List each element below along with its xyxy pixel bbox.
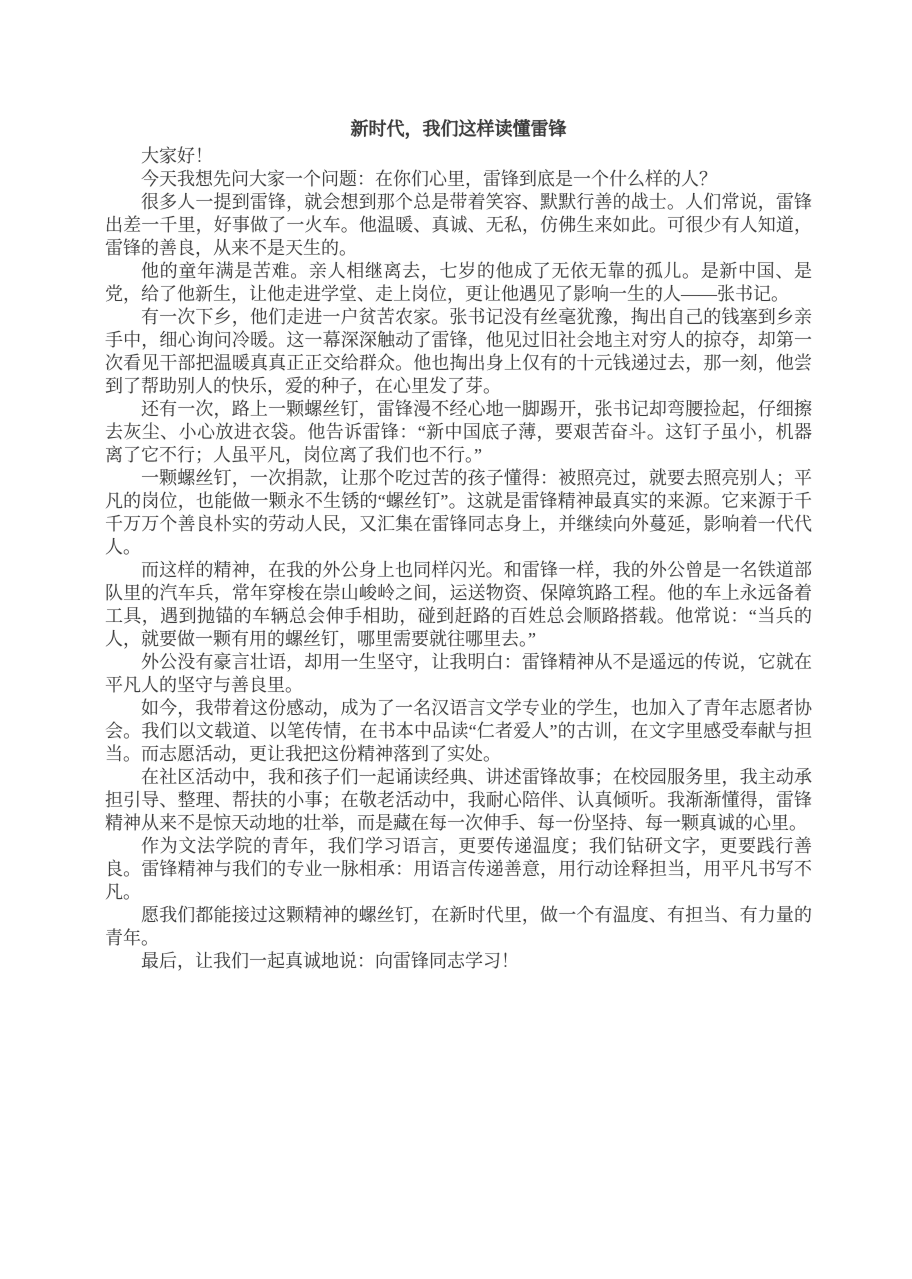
paragraph-question: 今天我想先问大家一个问题：在你们心里，雷锋到底是一个什么样的人？ bbox=[141, 169, 717, 189]
paragraph: 作为文法学院的青年，我们学习语言，更要传递温度；我们钻研文字，更要践行善良。雷锋精神与我们的专业一脉相承：用语言传递善意，用行动诠释担当，用平凡书写不凡。 bbox=[105, 836, 812, 902]
paragraph: 愿我们都能接过这颗精神的螺丝钉，在新时代里，做一个有温度、有担当、有力量的青年。 bbox=[105, 905, 812, 948]
paragraph-greeting: 大家好！ bbox=[141, 146, 213, 166]
paragraph: 如今，我带着这份感动，成为了一名汉语言文学专业的学生，也加入了青年志愿者协会。我们以文载道、以笔传情，在书本中品读“仁者爱人”的古训，在文字里感受奉献与担当。而志愿活动，更让我把这份精神落到了实处。 bbox=[105, 698, 812, 764]
paragraph: 而这样的精神，在我的外公身上也同样闪光。和雷锋一样，我的外公曾是一名铁道部队里的汽车兵，常年穿梭在崇山峻岭之间，运送物资、保障筑路工程。他的车上永远备着工具，遇到抛锚的车辆总会伸手相助，碰到赶路的百姓总会顺路搭载。他常说：“当兵的人，就要做一颗有用的螺丝钉，哪里需要就往哪里去。” bbox=[105, 560, 812, 649]
document-body bbox=[105, 118, 812, 973]
paragraph: 很多人一提到雷锋，就会想到那个总是带着笑容、默默行善的战士。人们常说，雷锋出差一千里，好事做了一火车。他温暖、真诚、无私，仿佛生来如此。可很少有人知道，雷锋的善良，从来不是天生的。 bbox=[105, 192, 812, 258]
paragraph: 在社区活动中，我和孩子们一起诵读经典、讲述雷锋故事；在校园服务里，我主动承担引导、整理、帮扶的小事；在敬老活动中，我耐心陪伴、认真倾听。我渐渐懂得，雷锋精神从来不是惊天动地的壮举，而是藏在每一次伸手、每一份坚持、每一颗真诚的心里。 bbox=[105, 767, 812, 833]
paragraph: 还有一次，路上一颗螺丝钉，雷锋漫不经心地一脚踢开，张书记却弯腰捡起，仔细擦去灰尘、小心放进衣袋。他告诉雷锋：“新中国底子薄，要艰苦奋斗。这钉子虽小，机器离了它不行；人虽平凡，岗位离了我们也不行。” bbox=[105, 399, 812, 465]
paragraph-closing: 最后，让我们一起真诚地说：向雷锋同志学习！ bbox=[141, 951, 519, 971]
paragraph: 他的童年满是苦难。亲人相继离去，七岁的他成了无依无靠的孤儿。是新中国、是党，给了他新生，让他走进学堂、走上岗位，更让他遇见了影响一生的人——张书记。 bbox=[105, 261, 812, 304]
document-title: 新时代，我们这样读懂雷锋 bbox=[350, 119, 567, 139]
paragraph: 外公没有豪言壮语，却用一生坚守，让我明白：雷锋精神从不是遥远的传说，它就在平凡人的坚守与善良里。 bbox=[105, 652, 812, 695]
paragraph: 一颗螺丝钉，一次捐款，让那个吃过苦的孩子懂得：被照亮过，就要去照亮别人；平凡的岗位，也能做一颗永不生锈的“螺丝钉”。这就是雷锋精神最真实的来源。它来源于千千万万个善良朴实的劳动人民，又汇集在雷锋同志身上，并继续向外蔓延，影响着一代代人。 bbox=[105, 468, 812, 557]
paragraph: 有一次下乡，他们走进一户贫苦农家。张书记没有丝毫犹豫，掏出自己的钱塞到乡亲手中，细心询问冷暖。这一幕深深触动了雷锋，他见过旧社会地主对穷人的掠夺，却第一次看见干部把温暖真真正正交给群众。他也掏出身上仅有的十元钱递过去，那一刻，他尝到了帮助别人的快乐，爱的种子，在心里发了芽。 bbox=[105, 307, 812, 396]
